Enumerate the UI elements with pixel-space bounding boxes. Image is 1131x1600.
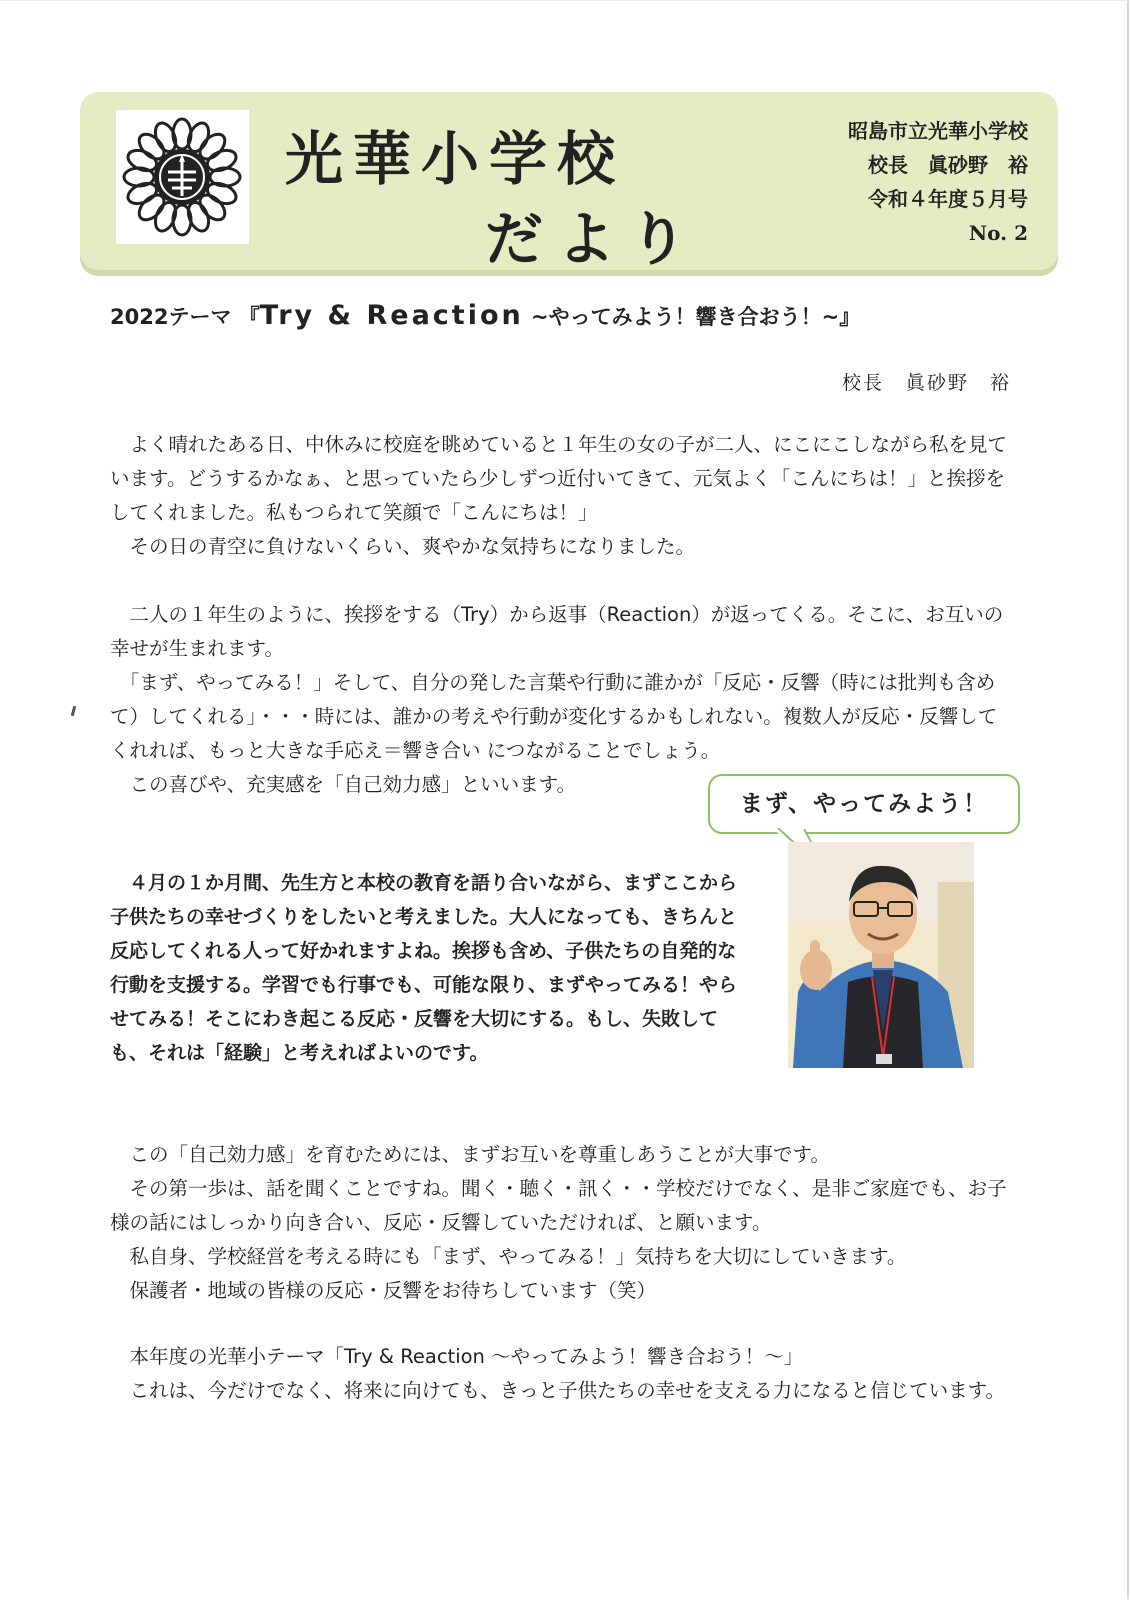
author-name: 眞砂野 裕 [905, 372, 1011, 394]
theme-suffix: ~やってみよう！響き合おう！~』 [523, 305, 861, 329]
paragraph: この「自己効力感」を育むためには、まずお互いを尊重しあうことが大事です。 [110, 1143, 830, 1166]
paragraph-april [110, 866, 750, 1070]
speech-bubble-text: まず、やってみよう！ [739, 791, 989, 817]
paragraph: よく晴れたある日、中休みに校庭を眺めていると１年生の女の子が二人、にこにこしながら私を見ています。どうするかなぁ、と思っていたら少しずつ近付いてきて、元気よく「こんにちは！」と挨拶をしてくれました。私もつられて笑顔で「こんにちは！」 [110, 433, 1008, 524]
paragraph-try-reaction [110, 598, 1010, 802]
school-name: 昭島市立光華小学校 [848, 119, 1028, 143]
paragraph: その日の青空に負けないくらい、爽やかな気持ちになりました。 [110, 535, 696, 558]
theme-prefix: 2022テーマ 『 [110, 305, 260, 329]
paragraph: 私自身、学校経営を考える時にも「まず、やってみる！」気持ちを大切にしていきます。 [110, 1245, 907, 1268]
paragraph: 本年度の光華小テーマ「Try & Reaction ～やってみよう！響き合おう！～」 [110, 1345, 804, 1368]
annual-theme-heading [110, 300, 1030, 331]
paragraph: 二人の１年生のように、挨拶をする（Try）から返事（Reaction）が返ってくる。そこに、お互いの幸せが生まれます。 [110, 603, 1004, 660]
issue-date: 令和４年度５月号 [868, 187, 1028, 211]
newsletter-title-line2: だより [485, 205, 702, 273]
paragraph: これは、今だけでなく、将来に向けても、きっと子供たちの幸せを支える力になると信じています。 [110, 1379, 1006, 1402]
theme-main: Try & Reaction [259, 300, 524, 331]
paragraph-greeting [110, 428, 1010, 564]
principal-name: 校長 眞砂野 裕 [868, 153, 1028, 177]
newsletter-header [80, 92, 1058, 273]
newsletter-title-line1: 光華小学校 [285, 125, 626, 193]
paragraph: この喜びや、充実感を「自己効力感」といいます。 [110, 773, 577, 796]
paragraph-theme-closing [110, 1340, 1010, 1408]
school-emblem-logo [116, 110, 249, 244]
speech-bubble [708, 774, 1020, 834]
publication-info [848, 114, 1028, 250]
issue-number: No. 2 [968, 221, 1028, 245]
paragraph: その第一歩は、話を聞くことですね。聞く・聴く・訊く・・学校だけでなく、是非ご家庭でも、お子様の話にはしっかり向き合い、反応・反響していただければ、と願います。 [110, 1177, 1007, 1234]
paragraph: 「まず、やってみる！」そして、自分の発した言葉や行動に誰かが「反応・反響（時には批判も含めて）してくれる」・・・時には、誰かの考えや行動が変化するかもしれない。複数人が反応・反響してくれれば、もっと大きな手応え＝響き合い につながることでしょう。 [110, 671, 998, 762]
principal-photo [788, 842, 974, 1068]
author-role: 校長 [841, 372, 884, 394]
paragraph-self-efficacy [110, 1138, 1010, 1308]
paragraph: 保護者・地域の皆様の反応・反響をお待ちしています（笑） [110, 1279, 657, 1302]
scan-mark [71, 706, 76, 716]
author-line [842, 368, 1011, 395]
paragraph: ４月の１か月間、先生方と本校の教育を語り合いながら、まずここから子供たちの幸せづくりをしたいと考えました。大人になっても、きちんと反応してくれる人って好かれますよね。挨拶も含め、子供たちの自発的な行動を支援する。学習でも行事でも、可能な限り、まずやってみる！やらせてみる！そこにわき起こる反応・反響を大切にする。もし、失敗しても、それは「経験」と考えればよいのです。 [110, 872, 738, 1064]
